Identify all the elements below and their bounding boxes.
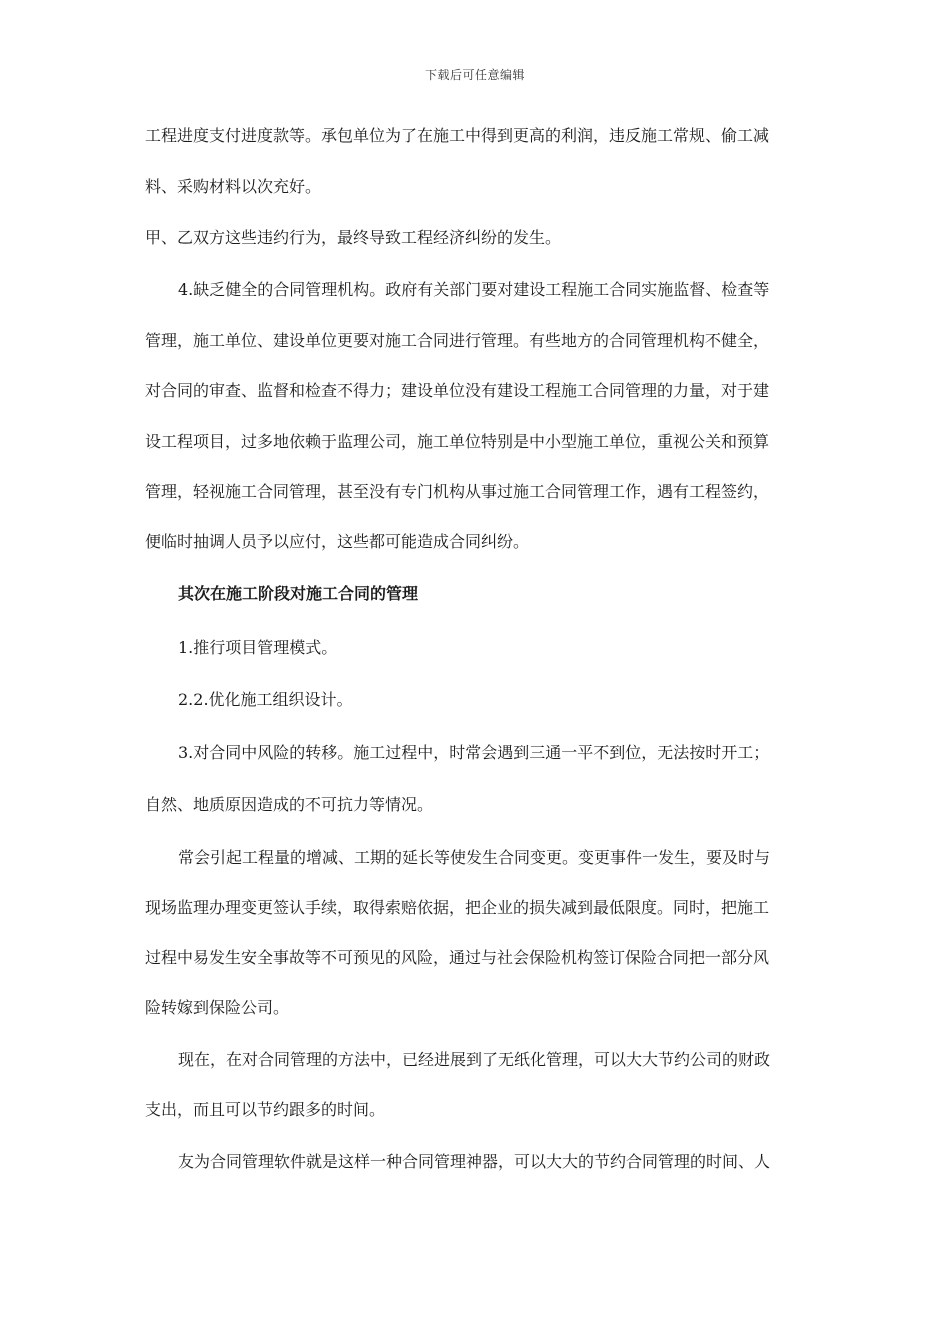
paragraph-line: 甲、乙双方这些违约行为，最终导致工程经济纠纷的发生。 <box>145 228 562 247</box>
list-item: 3.对合同中风险的转移。施工过程中，时常会遇到三通一平不到位，无法按时开工； <box>178 743 770 762</box>
paragraph-line: 便临时抽调人员予以应付，这些都可能造成合同纠纷。 <box>145 532 530 551</box>
paragraph-line: 现场监理办理变更签认手续，取得索赔依据，把企业的损失减到最低限度。同时，把施工 <box>145 898 770 917</box>
paragraph-line: 支出，而且可以节约跟多的时间。 <box>145 1100 386 1119</box>
paragraph-line: 4.缺乏健全的合同管理机构。政府有关部门要对建设工程施工合同实施监督、检查等 <box>178 280 770 299</box>
section-heading: 其次在施工阶段对施工合同的管理 <box>178 584 419 603</box>
paragraph-line: 对合同的审查、监督和检查不得力；建设单位没有建设工程施工合同管理的力量，对于建 <box>145 381 770 400</box>
paragraph-line: 管理，轻视施工合同管理，甚至没有专门机构从事过施工合同管理工作，遇有工程签约， <box>145 482 770 501</box>
list-item: 2.2.优化施工组织设计。 <box>178 690 353 709</box>
list-item: 1.推行项目管理模式。 <box>178 638 338 657</box>
paragraph-line: 工程进度支付进度款等。承包单位为了在施工中得到更高的利润，违反施工常规、偷工减 <box>145 126 770 145</box>
paragraph-line: 管理，施工单位、建设单位更要对施工合同进行管理。有些地方的合同管理机构不健全， <box>145 331 770 350</box>
paragraph-line: 常会引起工程量的增减、工期的延长等使发生合同变更。变更事件一发生，要及时与 <box>178 848 771 867</box>
paragraph-line: 料、采购材料以次充好。 <box>145 177 322 196</box>
paragraph-line: 现在，在对合同管理的方法中，已经进展到了无纸化管理，可以大大节约公司的财政 <box>178 1050 771 1069</box>
paragraph-line: 设工程项目，过多地依赖于监理公司，施工单位特别是中小型施工单位，重视公关和预算 <box>145 432 770 451</box>
paragraph-line: 险转嫁到保险公司。 <box>145 998 290 1017</box>
paragraph-line: 友为合同管理软件就是这样一种合同管理神器，可以大大的节约合同管理的时间、人 <box>178 1152 771 1171</box>
paragraph-line: 过程中易发生安全事故等不可预见的风险，通过与社会保险机构签订保险合同把一部分风 <box>145 948 770 967</box>
paragraph-line: 自然、地质原因造成的不可抗力等情况。 <box>145 795 434 814</box>
page-header: 下载后可任意编辑 <box>424 68 525 82</box>
